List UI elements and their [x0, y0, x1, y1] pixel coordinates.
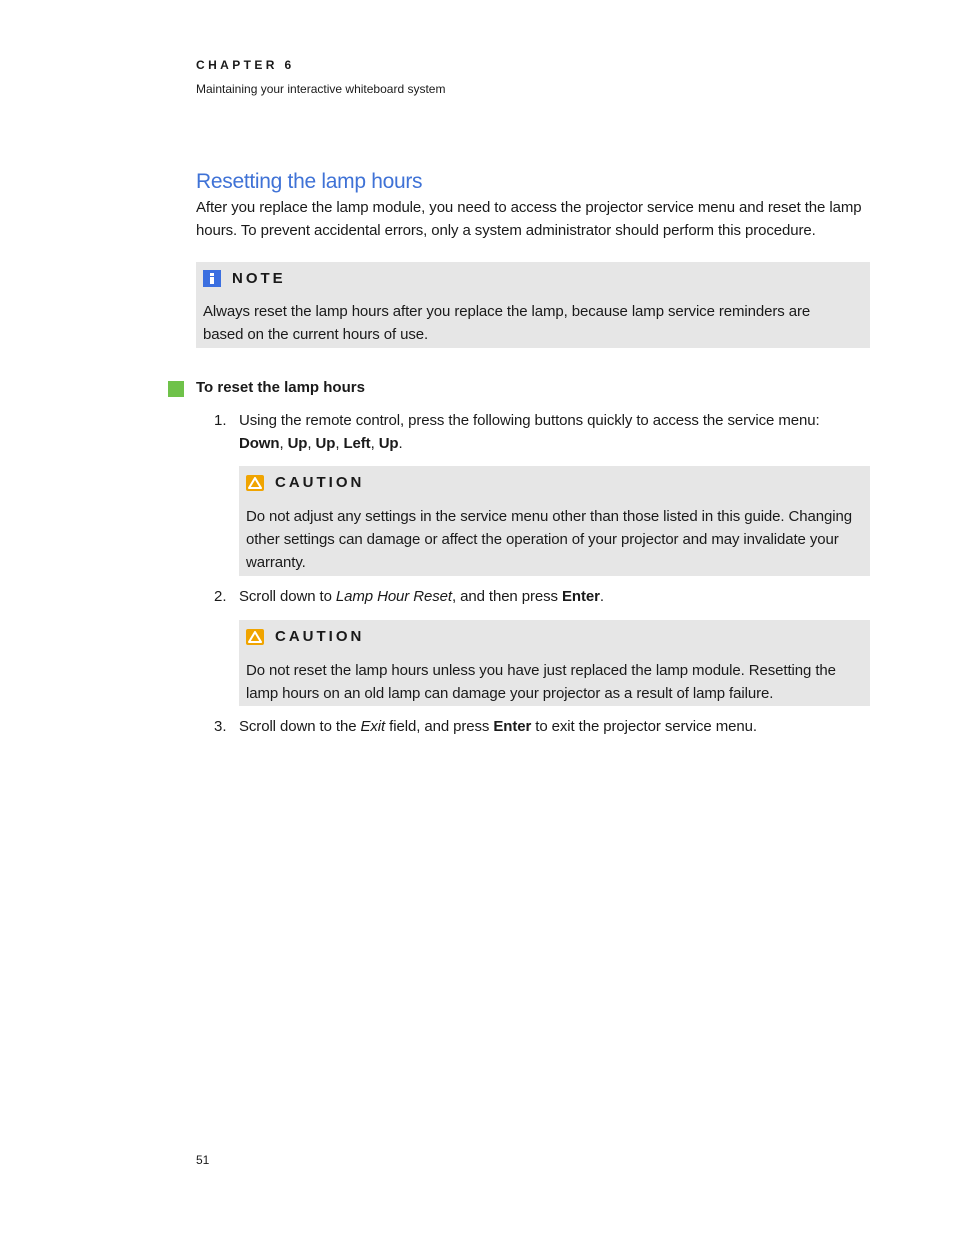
note-box — [196, 262, 870, 348]
step-text: Scroll down to the Exit field, and press Enter to exit the projector service menu. — [239, 718, 757, 735]
note-label: NOTE — [232, 270, 286, 287]
caution-text: Do not reset the lamp hours unless you have just replaced the lamp module. Resetting the lamp hours on an old lamp can damage your projector as a result of lamp failure. — [246, 662, 836, 702]
chapter-label: CHAPTER 6 — [196, 58, 295, 72]
menu-item-name: Lamp Hour Reset — [335, 588, 452, 605]
button-name: Up — [378, 435, 399, 452]
field-name: Exit — [360, 718, 386, 735]
caution-box — [239, 466, 870, 576]
step-text-intro: Using the remote control, press the following buttons quickly to access the service menu: — [239, 412, 820, 429]
step-number: 1. — [214, 412, 227, 429]
note-header — [203, 270, 286, 287]
button-name: Up — [315, 435, 336, 452]
caution-icon — [246, 629, 264, 645]
caution-box — [239, 620, 870, 706]
step-text: Using the remote control, press the following buttons quickly to access the service menu: Down, Up, Up, Left, Up. — [239, 412, 820, 452]
caution-label: CAUTION — [275, 474, 365, 491]
caution-label: CAUTION — [275, 628, 365, 645]
button-name: Enter — [493, 718, 532, 735]
step-number: 2. — [214, 588, 227, 605]
caution-header — [246, 474, 364, 491]
procedure-icon — [168, 381, 184, 397]
info-icon — [203, 270, 221, 287]
step-number: 3. — [214, 718, 227, 735]
caution-icon — [246, 475, 264, 491]
procedure-title: To reset the lamp hours — [196, 379, 365, 396]
section-title: Resetting the lamp hours — [196, 170, 423, 193]
note-text: Always reset the lamp hours after you replace the lamp, because lamp service reminders are based on the current hours of use. — [203, 303, 811, 343]
button-name: Up — [287, 435, 308, 452]
button-name: Enter — [562, 588, 600, 605]
button-name: Left — [343, 435, 371, 452]
caution-header — [246, 628, 364, 645]
step-text: Scroll down to Lamp Hour Reset, and then press Enter. — [239, 588, 604, 605]
caution-text: Do not adjust any settings in the service menu other than those listed in this guide. Changing other settings can damage or affect the operation of your projector and may invalidate your warranty. — [246, 508, 852, 571]
intro-paragraph: After you replace the lamp module, you need to access the projector service menu and reset the lamp hours. To prevent accidental errors, only a system administrator should perform this procedure. — [196, 199, 862, 239]
button-name: Down — [239, 435, 280, 452]
chapter-title: Maintaining your interactive whiteboard system — [196, 82, 446, 96]
page-number: 51 — [196, 1153, 210, 1167]
